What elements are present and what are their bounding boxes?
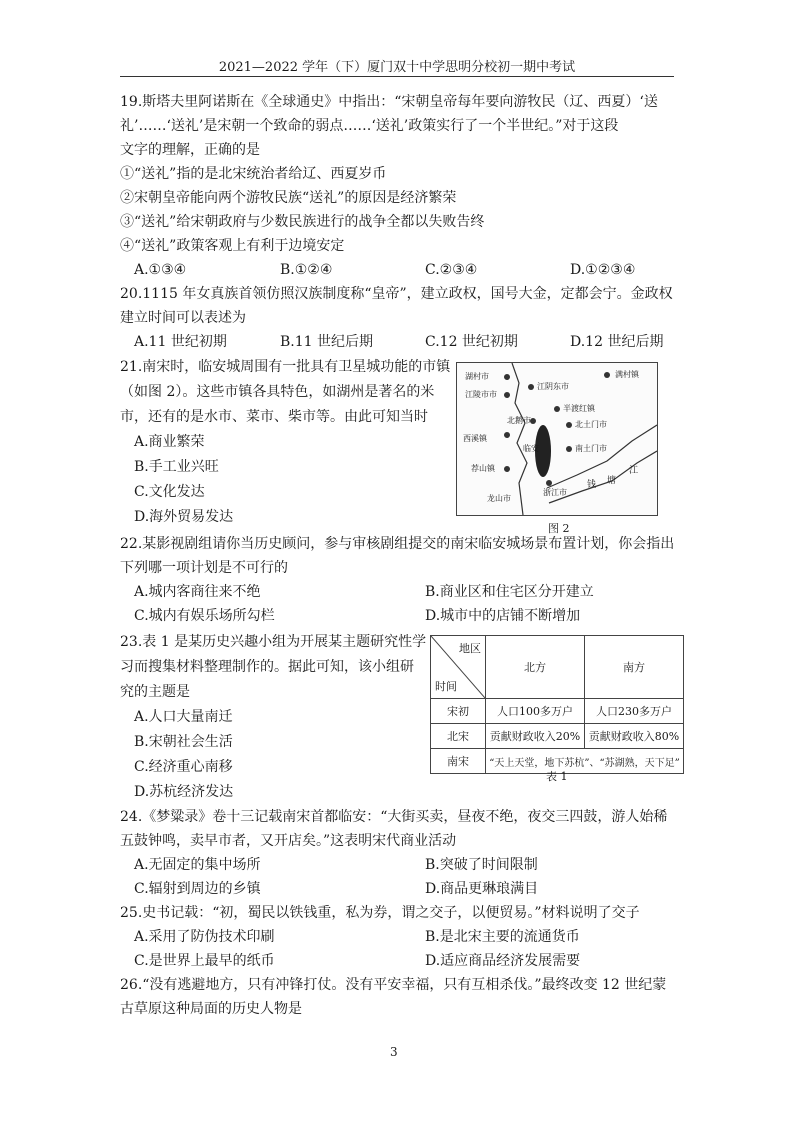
q24-option-b: B.突破了时间限制 <box>425 857 538 873</box>
col-header-north: 北方 <box>486 636 585 699</box>
q21-stem-line3: 市，还有的是水市、菜市、柴市等。由此可知当时 <box>120 409 428 425</box>
q19-option-b: B.①②④ <box>280 262 333 278</box>
corner-top-label: 地区 <box>459 642 481 655</box>
q20-option-d: D.12 世纪后期 <box>570 334 664 350</box>
table-cell: 贡献财政收入80% <box>585 724 684 749</box>
q23-option-b: B.宋朝社会生活 <box>134 734 233 750</box>
q23-option-d: D.苏杭经济发达 <box>134 784 234 800</box>
q23-option-a: A.人口大量南迁 <box>134 709 233 725</box>
q23-stem-line1: 23.表 1 是某历史兴趣小组为开展某主题研究性学 <box>120 634 427 650</box>
q19-option-d: D.①②③④ <box>570 262 636 278</box>
q22-stem-line1: 22.某影视剧组请你当历史顾问，参与审核剧组提交的南宋临安城场景布置计划，你会指出 <box>120 536 675 552</box>
q25-option-a: A.采用了防伪技术印刷 <box>134 929 275 945</box>
q25-stem-line1: 25.史书记载：“初，蜀民以铁钱重，私为券，谓之交子，以便贸易。”材料说明了交子 <box>120 905 640 921</box>
map-label: 浙江市 <box>543 488 567 497</box>
q19-stem-line3: 文字的理解，正确的是 <box>120 142 260 158</box>
dot-9 <box>566 446 572 452</box>
q22-option-c: C.城内有娱乐场所勾栏 <box>134 608 275 624</box>
col-header-south: 南方 <box>585 636 684 699</box>
map-label: 西溪镇 <box>463 434 487 443</box>
corner-bottom-label: 时间 <box>435 680 457 693</box>
q23-option-c: C.经济重心南移 <box>134 759 233 775</box>
dot-11 <box>546 480 552 486</box>
page-header: 2021—2022 学年（下）厦门双十中学思明分校初一期中考试 <box>218 60 576 75</box>
table-row <box>431 724 684 749</box>
table-merged-cell: “天上天堂，地下苏杭”、“苏湖熟，天下足” <box>486 749 684 774</box>
q21-option-a: A.商业繁荣 <box>134 434 205 450</box>
table-1 <box>430 635 684 774</box>
q20-option-a: A.11 世纪初期 <box>134 334 227 350</box>
figure-2-caption: 图 2 <box>548 522 570 535</box>
q21-stem-line1: 21.南宋时，临安城周围有一批具有卫星城功能的市镇 <box>120 359 451 375</box>
table-row <box>431 699 684 724</box>
q21-stem-line2: （如图 2）。这些市镇各具特色，如湖州是著名的米 <box>120 384 435 400</box>
q22-option-a: A.城内客商往来不绝 <box>134 584 261 600</box>
dot-3 <box>504 392 510 398</box>
map-label: 江 <box>629 466 639 476</box>
dot-7 <box>566 422 572 428</box>
q23-stem-line2: 习而搜集材料整理制作的。据此可知，该小组研 <box>120 659 414 675</box>
table-1-caption: 表 1 <box>546 770 568 783</box>
q19-statement-2: ②宋朝皇帝能向两个游牧民族“送礼”的原因是经济繁荣 <box>120 190 457 206</box>
q21-option-c: C.文化发达 <box>134 484 205 500</box>
map-label: 龙山市 <box>487 494 511 503</box>
dot-4 <box>528 384 534 390</box>
q19-statement-4: ④“送礼”政策客观上有利于边境安定 <box>120 238 345 254</box>
row-label: 宋初 <box>431 699 486 724</box>
q20-stem-line2: 建立时间可以表述为 <box>120 310 246 326</box>
map-label: 塘 <box>607 476 617 486</box>
map-label: 临安 <box>523 444 539 453</box>
table-header-row <box>431 636 684 699</box>
map-label: 北鹅市 <box>507 416 531 425</box>
map-label: 荐山镇 <box>471 464 495 473</box>
map-label: 湖村市 <box>465 372 489 381</box>
river-north-bank <box>547 425 657 488</box>
map-boundary-line <box>512 363 527 515</box>
map-label: 满村镇 <box>615 370 639 379</box>
q21-option-b: B.手工业兴旺 <box>134 459 219 475</box>
figure-2-map <box>456 362 658 516</box>
map-label: 北土门市 <box>575 420 607 429</box>
q24-option-d: D.商品更琳琅满目 <box>425 881 539 897</box>
q22-option-b: B.商业区和住宅区分开建立 <box>425 584 594 600</box>
q19-option-c: C.②③④ <box>425 262 478 278</box>
q19-stem-line1: 19.斯塔夫里阿诺斯在《全球通史》中指出：“宋朝皇帝每年要向游牧民（辽、西夏）‘送 <box>120 94 658 110</box>
q25-option-d: D.适应商品经济发展需要 <box>425 953 581 969</box>
dot-8 <box>504 432 510 438</box>
dot-1 <box>504 374 510 380</box>
q20-option-b: B.11 世纪后期 <box>280 334 374 350</box>
q23-stem-line3: 究的主题是 <box>120 684 190 700</box>
map-label: 钱 <box>587 480 597 490</box>
map-label: 半渡红镇 <box>563 404 595 413</box>
dot-10 <box>504 466 510 472</box>
q24-stem-line1: 24.《梦粱录》卷十三记载南宋首都临安：“大街买卖，昼夜不绝，夜交三四鼓，游人始稀 <box>120 809 668 825</box>
q25-option-c: C.是世界上最早的纸币 <box>134 953 275 969</box>
q24-stem-line2: 五鼓钟鸣，卖早市者，又开店矣。”这表明宋代商业活动 <box>120 833 457 849</box>
table-cell: 人口100多万户 <box>486 699 585 724</box>
q26-stem-line2: 古草原这种局面的历史人物是 <box>120 1001 302 1017</box>
q22-option-d: D.城市中的店铺不断增加 <box>425 608 581 624</box>
q19-stem-line2: 礼’……‘送礼’是宋朝一个致命的弱点……‘送礼’政策实行了一个半世纪。”对于这段 <box>120 118 619 134</box>
q22-stem-line2: 下列哪一项计划是不可行的 <box>120 560 288 576</box>
page-number: 3 <box>390 1045 398 1059</box>
q20-stem-line1: 20.1115 年女真族首领仿照汉族制度称“皇帝”，建立政权，国号大金，定都会宁。金政权 <box>120 286 673 302</box>
row-label: 南宋 <box>431 749 486 774</box>
q21-option-d: D.海外贸易发达 <box>134 509 234 525</box>
table-corner-cell <box>431 636 486 699</box>
table-cell: 人口230多万户 <box>585 699 684 724</box>
row-label: 北宋 <box>431 724 486 749</box>
header-divider <box>120 76 674 77</box>
dot-2 <box>604 372 610 378</box>
q19-statement-3: ③“送礼”给宋朝政府与少数民族进行的战争全都以失败告终 <box>120 214 485 230</box>
map-label: 江阴东市 <box>537 382 569 391</box>
table-cell: 贡献财政收入20% <box>486 724 585 749</box>
q24-option-c: C.辐射到周边的乡镇 <box>134 881 261 897</box>
q19-option-a: A.①③④ <box>134 262 187 278</box>
q24-option-a: A.无固定的集中场所 <box>134 857 261 873</box>
q26-stem-line1: 26.“没有逃避地方，只有冲锋打仗。没有平安幸福，只有互相杀伐。”最终改变 12 世纪蒙 <box>120 977 667 993</box>
map-label: 南土门市 <box>575 444 607 453</box>
q20-option-c: C.12 世纪初期 <box>425 334 518 350</box>
q25-option-b: B.是北宋主要的流通货币 <box>425 929 580 945</box>
map-label: 江陵市市 <box>465 390 497 399</box>
dot-5 <box>554 406 560 412</box>
q19-statement-1: ①“送礼”指的是北宋统治者给辽、西夏岁币 <box>120 166 387 182</box>
